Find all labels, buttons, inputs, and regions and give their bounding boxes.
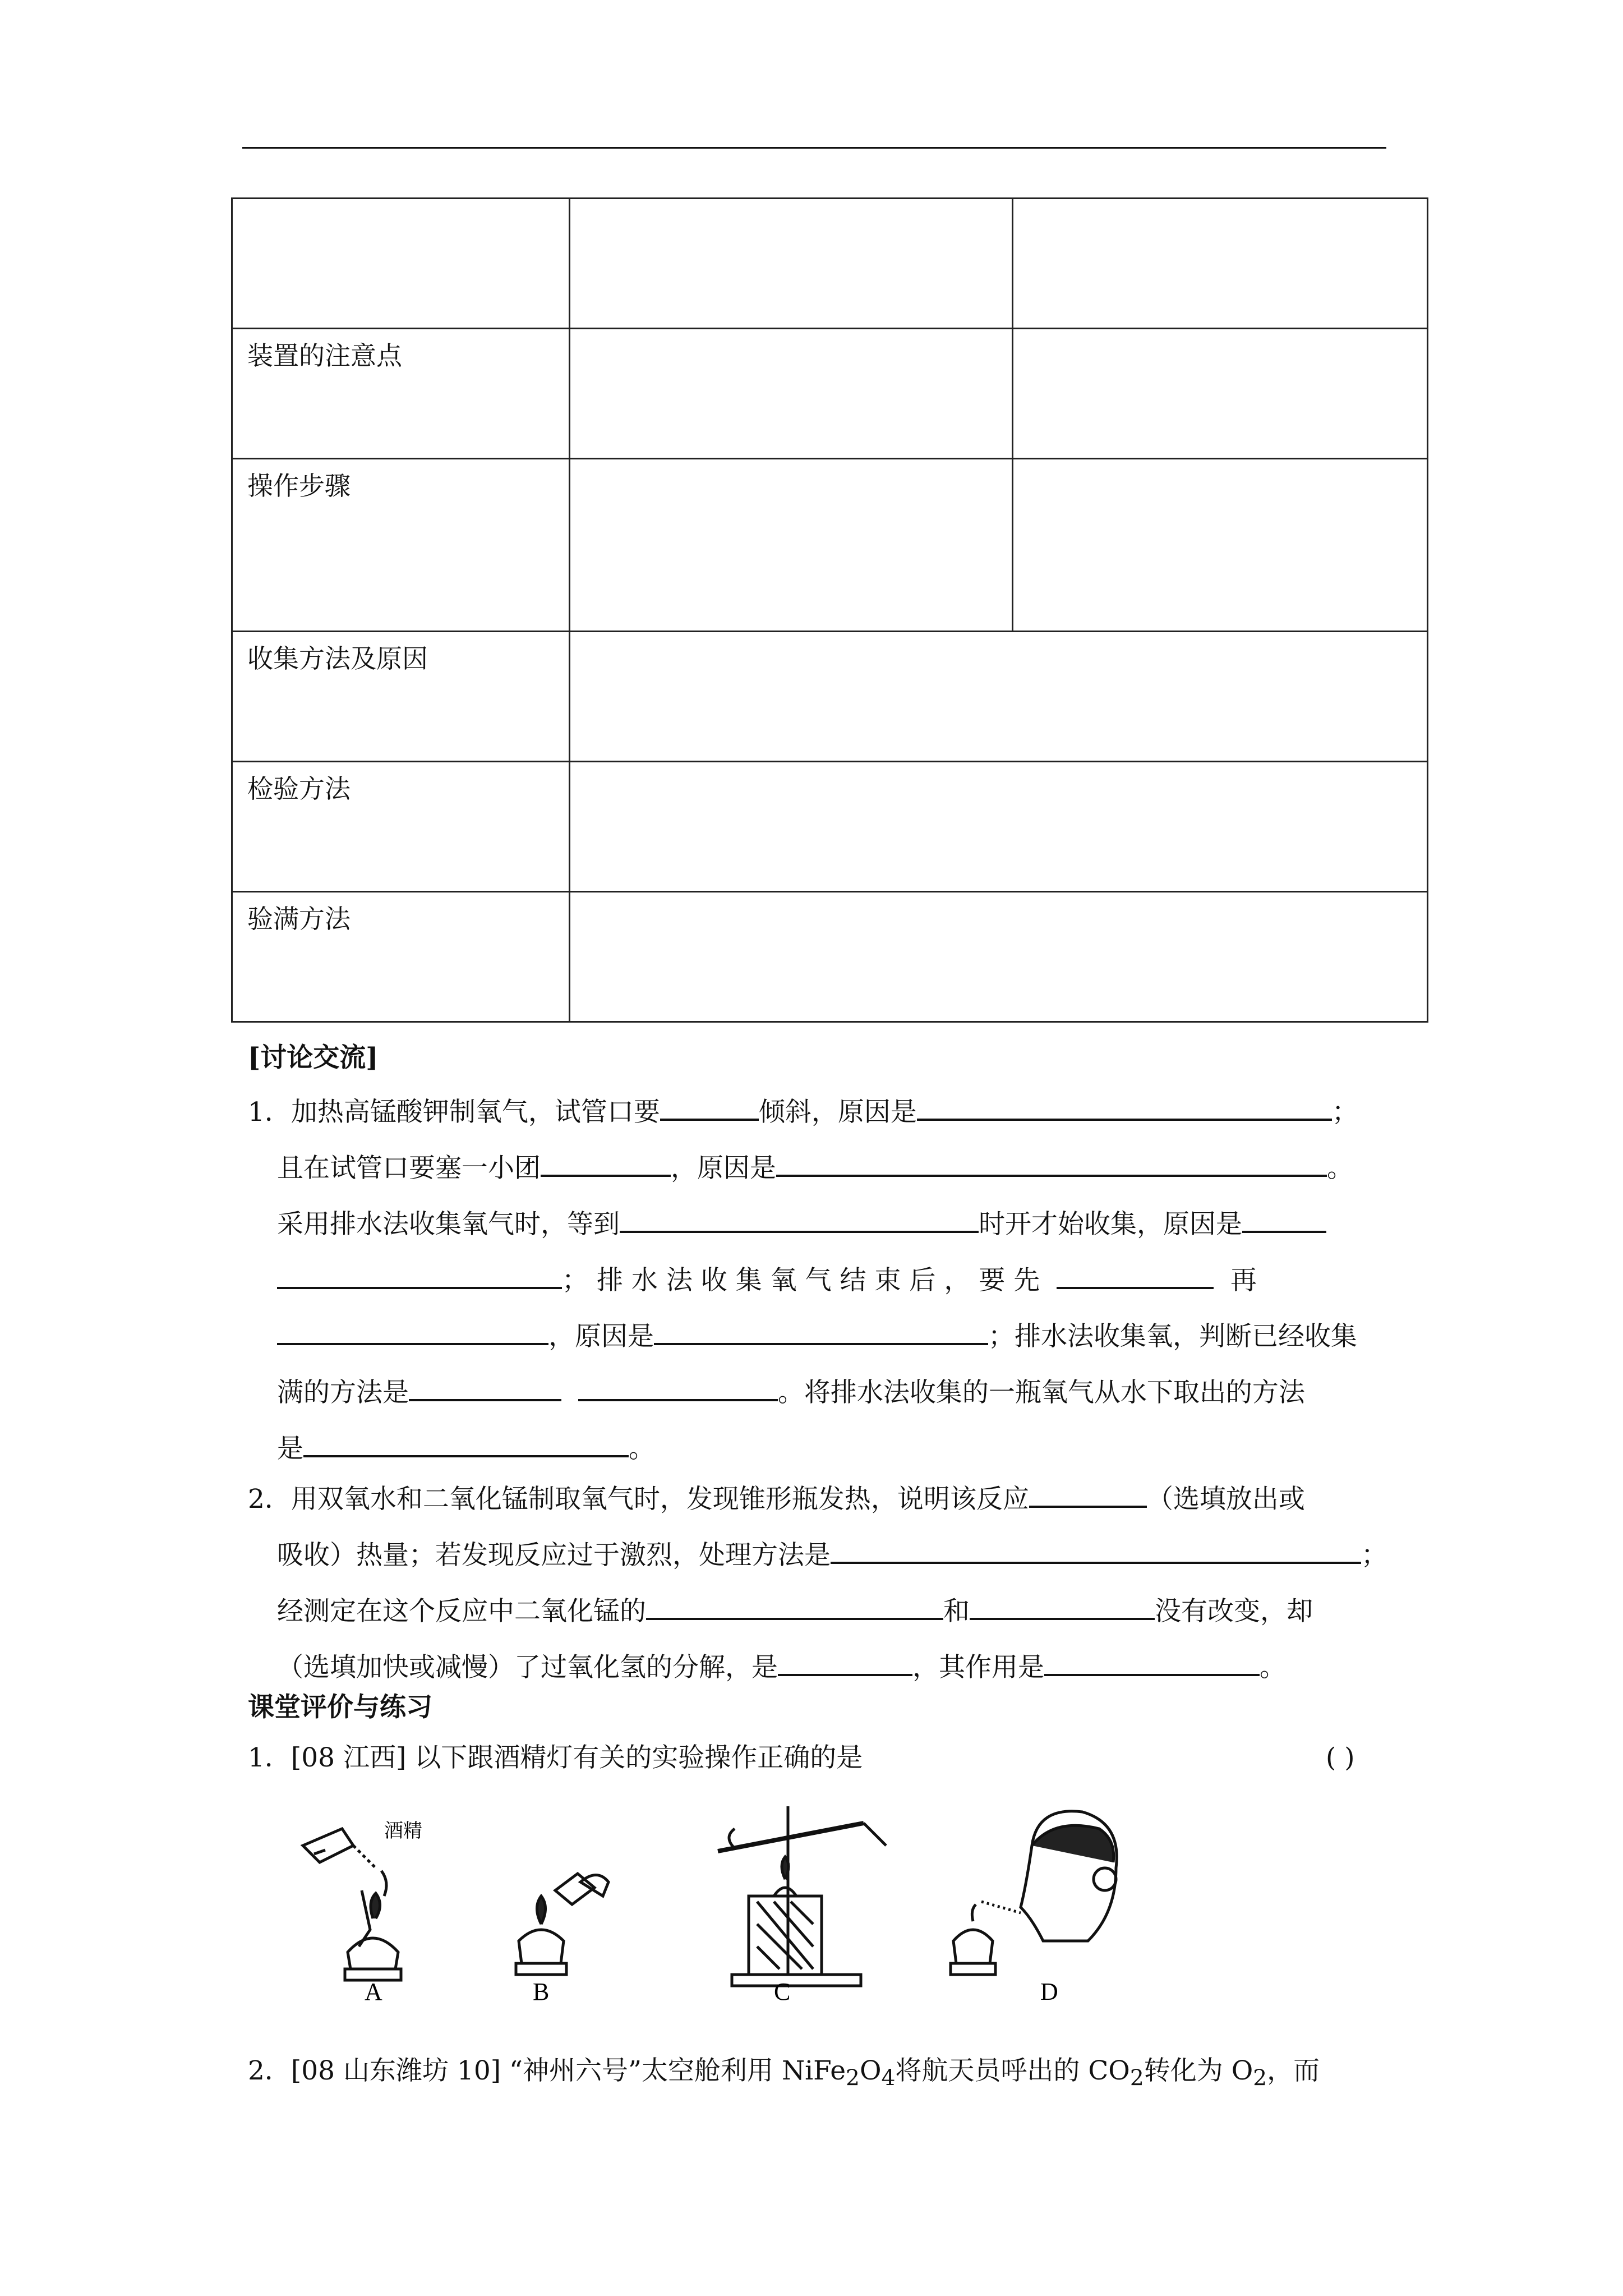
blank[interactable] bbox=[917, 1098, 1332, 1121]
blank[interactable] bbox=[1242, 1211, 1326, 1233]
blank[interactable] bbox=[660, 1098, 759, 1121]
blank[interactable] bbox=[541, 1154, 671, 1177]
row-label: 操作步骤 bbox=[232, 459, 570, 632]
option-label-c[interactable]: C bbox=[774, 1978, 791, 2003]
table-cell[interactable] bbox=[570, 632, 1428, 762]
table-cell[interactable] bbox=[1013, 199, 1428, 329]
blank[interactable] bbox=[776, 1154, 1327, 1177]
row-label: 检验方法 bbox=[232, 762, 570, 892]
row-label bbox=[232, 199, 570, 329]
practice-q1: 1．[08 江西] 以下跟酒精灯有关的实验操作正确的是 bbox=[248, 1742, 863, 1773]
table-row bbox=[232, 632, 1428, 762]
q1-line-6: 满的方法是 。将排水法收集的一瓶氧气从水下取出的方法 bbox=[277, 1377, 1305, 1408]
discussion-heading: [讨论交流] bbox=[248, 1042, 379, 1073]
blank[interactable] bbox=[303, 1435, 629, 1457]
q1-line-5: ，原因是 ；排水法收集氧，判断已经收集 bbox=[277, 1323, 1357, 1350]
blank[interactable] bbox=[1029, 1485, 1147, 1508]
blank[interactable] bbox=[409, 1379, 561, 1401]
table-cell[interactable] bbox=[570, 329, 1013, 459]
practice-heading: 课堂评价与练习 bbox=[248, 1692, 432, 1723]
q2-line-4: （选填加快或减慢）了过氧化氢的分解，是 ，其作用是 。 bbox=[277, 1652, 1286, 1683]
q1-line-7: 是 。 bbox=[277, 1433, 655, 1464]
experiment-table bbox=[231, 197, 1428, 1023]
row-label: 收集方法及原因 bbox=[232, 632, 570, 762]
header-rule bbox=[242, 147, 1386, 149]
blank[interactable] bbox=[277, 1323, 548, 1345]
table-row bbox=[232, 892, 1428, 1022]
answer-bracket[interactable]: ( ) bbox=[1326, 1742, 1355, 1773]
q1-line-3: 采用排水法收集氧气时，等到 时开才始收集，原因是 bbox=[277, 1211, 1326, 1237]
option-a-illustration bbox=[303, 1829, 401, 1980]
q2-line-3: 经测定在这个反应中二氧化锰的 和 没有改变，却 bbox=[277, 1596, 1313, 1627]
option-b-illustration bbox=[516, 1874, 608, 1975]
q2-line-2: 吸收）热量；若发现反应过于激烈，处理方法是 ； bbox=[277, 1540, 1387, 1571]
alcohol-lamp-figure bbox=[292, 1784, 1144, 2003]
q2-line-1: 2．用双氧水和二氧化锰制取氧气时，发现锥形瓶发热，说明该反应 （选填放出或 bbox=[248, 1484, 1305, 1515]
option-c-illustration bbox=[718, 1806, 886, 1986]
blank[interactable] bbox=[831, 1542, 1361, 1564]
blank[interactable] bbox=[646, 1598, 943, 1620]
table-row bbox=[232, 329, 1428, 459]
table-row bbox=[232, 199, 1428, 329]
table-cell[interactable] bbox=[570, 459, 1013, 632]
table-cell[interactable] bbox=[570, 892, 1428, 1022]
table-cell[interactable] bbox=[1013, 459, 1428, 632]
table-cell[interactable] bbox=[570, 199, 1013, 329]
option-d-illustration bbox=[951, 1811, 1117, 1975]
blank[interactable] bbox=[1044, 1654, 1260, 1676]
blank[interactable] bbox=[277, 1267, 562, 1289]
blank[interactable] bbox=[620, 1211, 979, 1233]
table-cell[interactable] bbox=[1013, 329, 1428, 459]
q1-line-4: ； 排 水 法 收 集 氧 气 结 束 后 ， 要 先 再 bbox=[277, 1267, 1257, 1294]
option-label-b[interactable]: B bbox=[533, 1978, 550, 2003]
option-label-a[interactable]: A bbox=[365, 1978, 382, 2003]
q1-line-1: 1．加热高锰酸钾制氧气，试管口要 倾斜，原因是 ； bbox=[248, 1097, 1358, 1128]
table-row bbox=[232, 459, 1428, 632]
table-cell[interactable] bbox=[570, 762, 1428, 892]
q1-line-2: 且在试管口要塞一小团 ，原因是 。 bbox=[277, 1153, 1353, 1184]
row-label: 装置的注意点 bbox=[232, 329, 570, 459]
option-label-d[interactable]: D bbox=[1040, 1978, 1058, 2003]
blank[interactable] bbox=[778, 1654, 912, 1676]
alcohol-label: 酒精 bbox=[384, 1821, 422, 1842]
blank[interactable] bbox=[578, 1379, 778, 1401]
practice-q2: 2．[08 山东潍坊 10] “神州六号”太空舱利用 $NiFe_2O_4$将航天员呼出的 $CO_2$转化为 $O_2$，而 bbox=[248, 2055, 1320, 2091]
blank[interactable] bbox=[970, 1598, 1155, 1620]
row-label: 验满方法 bbox=[232, 892, 570, 1022]
blank[interactable] bbox=[654, 1323, 988, 1345]
table-row bbox=[232, 762, 1428, 892]
blank[interactable] bbox=[1057, 1267, 1214, 1289]
